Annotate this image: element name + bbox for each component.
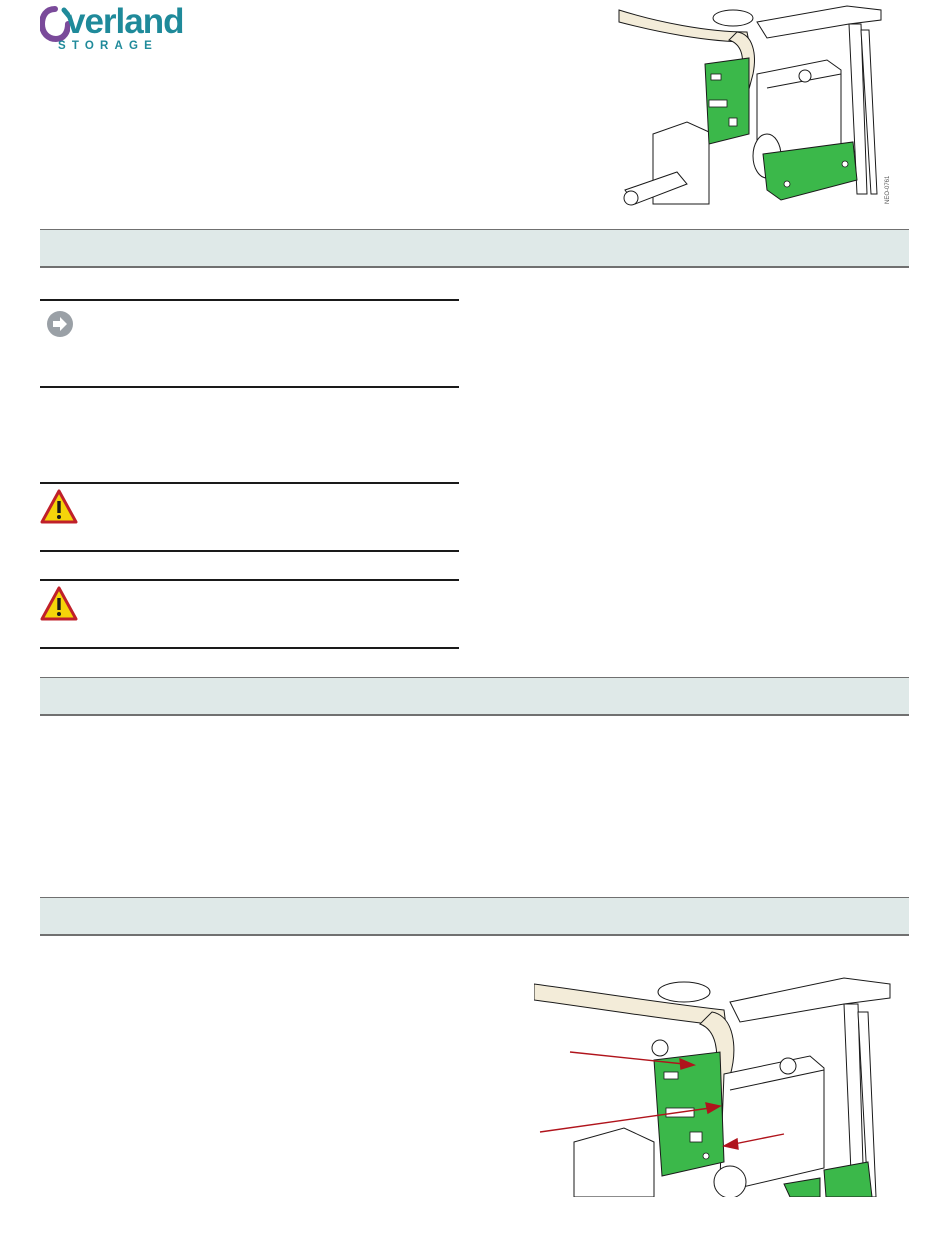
logo-wordmark: verland (66, 2, 184, 41)
logo-subtitle: STORAGE (58, 40, 159, 52)
caution-2-top-rule (40, 579, 459, 581)
caution-2-bottom-rule (40, 647, 459, 649)
caution-1-bottom-rule (40, 550, 459, 552)
cable-board-illustration-top (617, 4, 895, 208)
section-header-bar-1 (40, 229, 909, 268)
section-header-bar-3 (40, 897, 909, 936)
figure-id-label: NEO-0761 (885, 175, 891, 204)
note-top-rule (40, 299, 459, 301)
note-bottom-rule (40, 386, 459, 388)
overland-storage-logo (40, 2, 190, 58)
section-header-bar-2 (40, 677, 909, 716)
warning-triangle-icon (40, 489, 78, 525)
cable-board-illustration-bottom (534, 972, 894, 1197)
caution-1-top-rule (40, 482, 459, 484)
warning-triangle-icon (40, 586, 78, 622)
arrow-right-circle-icon (46, 310, 74, 338)
